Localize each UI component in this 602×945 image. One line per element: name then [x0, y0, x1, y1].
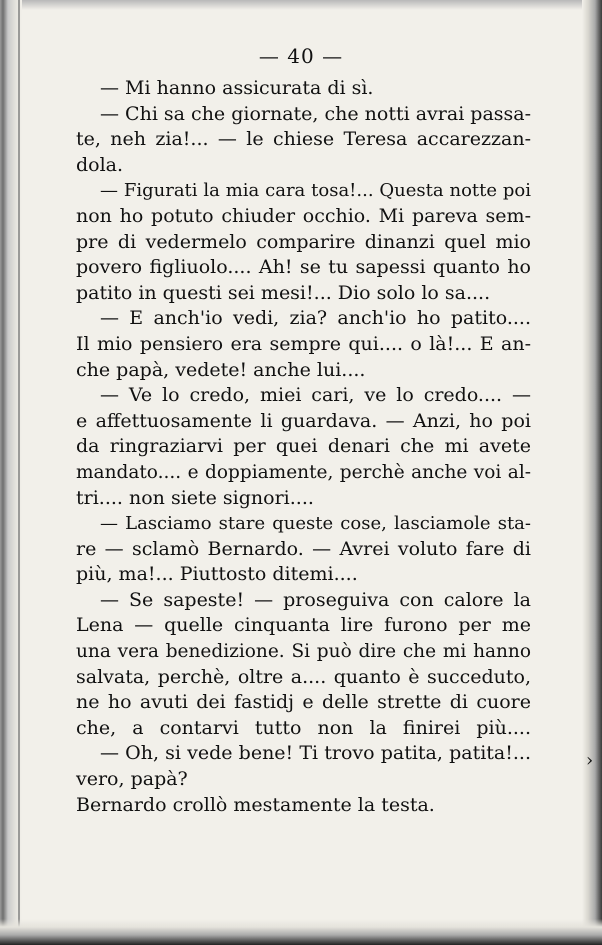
text-line: — E anch'io vedi, zia? anch'io ho patito....	[100, 307, 531, 330]
text-line: — Se sapeste! — proseguiva con calore la	[100, 588, 531, 611]
text-line: che papà, vedete! anche lui....	[76, 358, 366, 381]
text-line: Lena — quelle cinquanta lire furono per me	[76, 614, 531, 637]
text-line: — Oh, si vede bene! Ti trovo patita, patita!...	[100, 742, 531, 765]
text-line: non ho potuto chiuder occhio. Mi pareva sem-	[76, 204, 531, 227]
text-line: — Mi hanno assicurata di sì.	[100, 77, 374, 99]
text-line: te, neh zia!... — le chiese Teresa accarezzan-	[76, 128, 531, 151]
text-line: — Chi sa che giornate, che notti avrai passa-	[100, 102, 532, 125]
text-line: patito in questi sei mesi!... Dio solo lo sa....	[76, 281, 491, 304]
text-line: — Figurati la mia cara tosa!... Questa notte poi	[100, 180, 531, 202]
text-line: che, a contarvi tutto non la finirei più....	[76, 716, 531, 739]
text-line: povero figliuolo.... Ah! se tu sapessi quanto ho	[76, 256, 531, 279]
text-line: più, ma!... Piuttosto ditemi....	[76, 563, 358, 586]
text-line: — Lasciamo stare queste cose, lasciamole sta-	[100, 513, 531, 535]
page-right-edge-shadow	[582, 0, 602, 945]
text-line: vero, papà?	[76, 768, 188, 791]
page-number: — 40 —	[258, 44, 344, 68]
margin-mark-right: ›	[586, 750, 594, 771]
text-line: ne ho avuti dei fastidj e delle strette di cuore	[76, 691, 531, 714]
page-bottom-edge-shadow	[0, 919, 602, 945]
text-line: — Ve lo credo, miei cari, ve lo credo.... —	[100, 384, 531, 407]
text-line: da ringraziarvi per quei denari che mi avete	[76, 435, 531, 458]
text-line: Il mio pensiero era sempre qui.... o là!... E an-	[76, 332, 531, 355]
text-line: Bernardo crollò mestamente la testa.	[76, 793, 435, 816]
text-line: e affettuosamente li guardava. — Anzi, ho poi	[76, 409, 531, 432]
text-line: tri.... non siete signori....	[76, 486, 314, 509]
text-line: dola.	[76, 153, 124, 176]
body-text	[76, 76, 531, 818]
text-line: pre di vedermelo comparire dinanzi quel mio	[76, 230, 531, 253]
text-line: re — sclamò Bernardo. — Avrei voluto fare di	[76, 537, 531, 560]
text-line: una vera benedizione. Si può dire che mi hanno	[76, 641, 531, 663]
page-top-shadow	[0, 0, 602, 10]
text-line: mandato.... e doppiamente, perchè anche voi al-	[76, 461, 531, 483]
page-left-fold-line	[18, 0, 20, 945]
text-line: salvata, perchè, oltre a.... quanto è succeduto,	[76, 665, 531, 688]
